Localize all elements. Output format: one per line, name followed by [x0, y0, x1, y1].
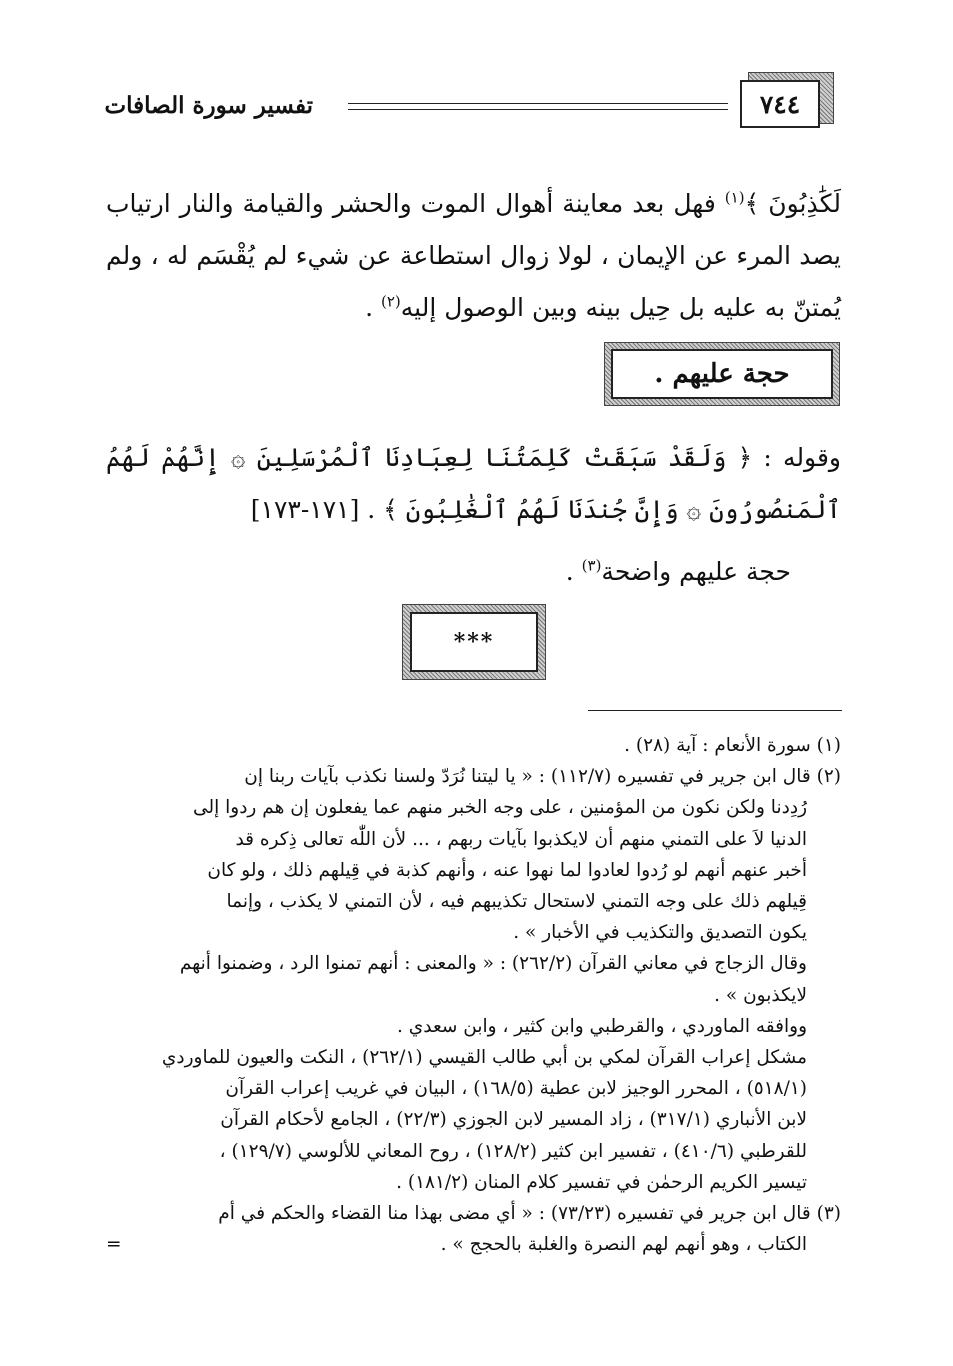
header-rule: [348, 103, 728, 110]
separator-stars: ***: [410, 612, 538, 672]
footnote-ref-3[interactable]: (٣): [581, 556, 602, 575]
verse-paragraph: [106, 432, 841, 536]
zajjaj-line: وقال الزجاج في معاني القرآن (٢٦٢/٢) : « والمعنى : أنهم تمنوا الرد ، وضمنوا أنهم: [179, 953, 807, 975]
footnotes: [106, 730, 841, 1260]
footnote-3-line: (٣) قال ابن جرير في تفسيره (٧٣/٢٣) : « أي مضى بهذا منا القضاء والحكم في أم: [218, 1203, 841, 1225]
sources-line: للقرطبي (٤١٠/٦) ، تفسير ابن كثير (١٢٨/٢) ، روح المعاني للألوسي (١٢٩/٧) ،: [219, 1140, 807, 1162]
quran-word: لَكَٰذِبُونَ ﴾: [744, 189, 841, 218]
conclusion-end: .: [565, 557, 582, 586]
footnote-2-line: (٢) قال ابن جرير في تفسيره (١١٢/٧) : « يا ليتنا نُرَدّ ولسنا نكذب بآيات ربنا إن: [244, 766, 841, 788]
sources-line: تيسير الكريم الرحمٰن في تفسير كلام المنان (١٨١/٢) .: [396, 1171, 807, 1193]
paragraph-1: [106, 178, 841, 334]
footnote-2-line: قِيلهم ذلك على وجه التمني لاستحال تكذيبهم فيه ، لأن التمني لا يكذب ، وإنما: [226, 891, 807, 913]
page-number: ٧٤٤: [740, 80, 820, 128]
verse-intro: وقوله :: [752, 443, 841, 472]
footnote-3-text: الكتاب ، وهو أنهم لهم النصرة والغلبة بالحجج » .: [440, 1234, 807, 1256]
footnote-2-line: يكون التصديق والتكذيب في الأخبار » .: [513, 922, 807, 944]
continuation-mark: =: [106, 1234, 122, 1256]
paragraph-1-text: فهل بعد معاينة أهوال الموت والحشر والقيامة والنار ارتياب يصد المرء عن الإيمان ، لولا زوال استطاعة عن شيء لم يُقْسَم له ، ولم يُمتنّ به عليه بل حِيل بينه وبين الوصول إليه: [106, 189, 841, 322]
footnote-2-line: رُدِدنا ولكن نكون من المؤمنين ، على وجه الخبر منهم عما يفعلون إن هم ردوا إلى: [193, 797, 807, 819]
sources-line: لابن الأنباري (٣١٧/١) ، زاد المسير لابن الجوزي (٢٢/٣) ، الجامع لأحكام القرآن: [220, 1109, 807, 1131]
section-heading: حجة عليهم .: [611, 349, 833, 399]
running-header-title: تفسير سورة الصافات: [104, 92, 313, 119]
zajjaj-line: لايكذبون » .: [714, 984, 807, 1006]
footnote-3-line: [106, 1229, 841, 1260]
sources-line: مشكل إعراب القرآن لمكي بن أبي طالب القيسي (٢٦٢/١) ، النكت والعيون للماوردي: [161, 1047, 807, 1069]
verse-reference: . [١٧١-١٧٣]: [250, 495, 384, 524]
footnote-ref-2[interactable]: (٢): [380, 292, 401, 311]
footnote-rule: [588, 710, 842, 711]
separator-box: [402, 604, 546, 680]
paragraph-1-end: .: [365, 293, 381, 322]
footnote-ref-1[interactable]: (١): [724, 188, 745, 207]
footnote-1: (١) سورة الأنعام : آية (٢٨) .: [624, 735, 841, 756]
sources-line: (٥١٨/١) ، المحرر الوجيز لابن عطية (١٦٨/٥) ، البيان في غريب إعراب القرآن: [225, 1078, 807, 1100]
conclusion-line: [291, 546, 791, 598]
page-number-box: [740, 72, 832, 130]
quran-verse: ﴿ وَلَقَدْ سَبَقَتْ كَلِمَتُنَا لِعِبَادِنَا ٱلْمُرْسَلِينَ ۞ إِنَّهُمْ لَهُمُ ٱلْمَنصُورُونَ ۞ وَإِنَّ جُندَنَا لَهُمُ ٱلْغَٰلِبُونَ ﴾: [106, 443, 841, 524]
conclusion-text: حجة عليهم واضحة: [601, 557, 791, 586]
section-heading-box: [604, 342, 840, 406]
footnote-2-line: الدنيا لاَ على التمني منهم أن لايكذبوا بآيات ربهم ، ... لأن اللّٰه تعالى ذِكره قد: [235, 828, 807, 850]
agreement-line: ووافقه الماوردي ، والقرطبي وابن كثير ، وابن سعدي .: [397, 1015, 807, 1037]
footnote-2-line: أخبر عنهم أنهم لو رُدوا لعادوا لما نهوا عنه ، وأنهم كذبة في قِيلهم ذلك ، ولو كان: [207, 859, 807, 881]
